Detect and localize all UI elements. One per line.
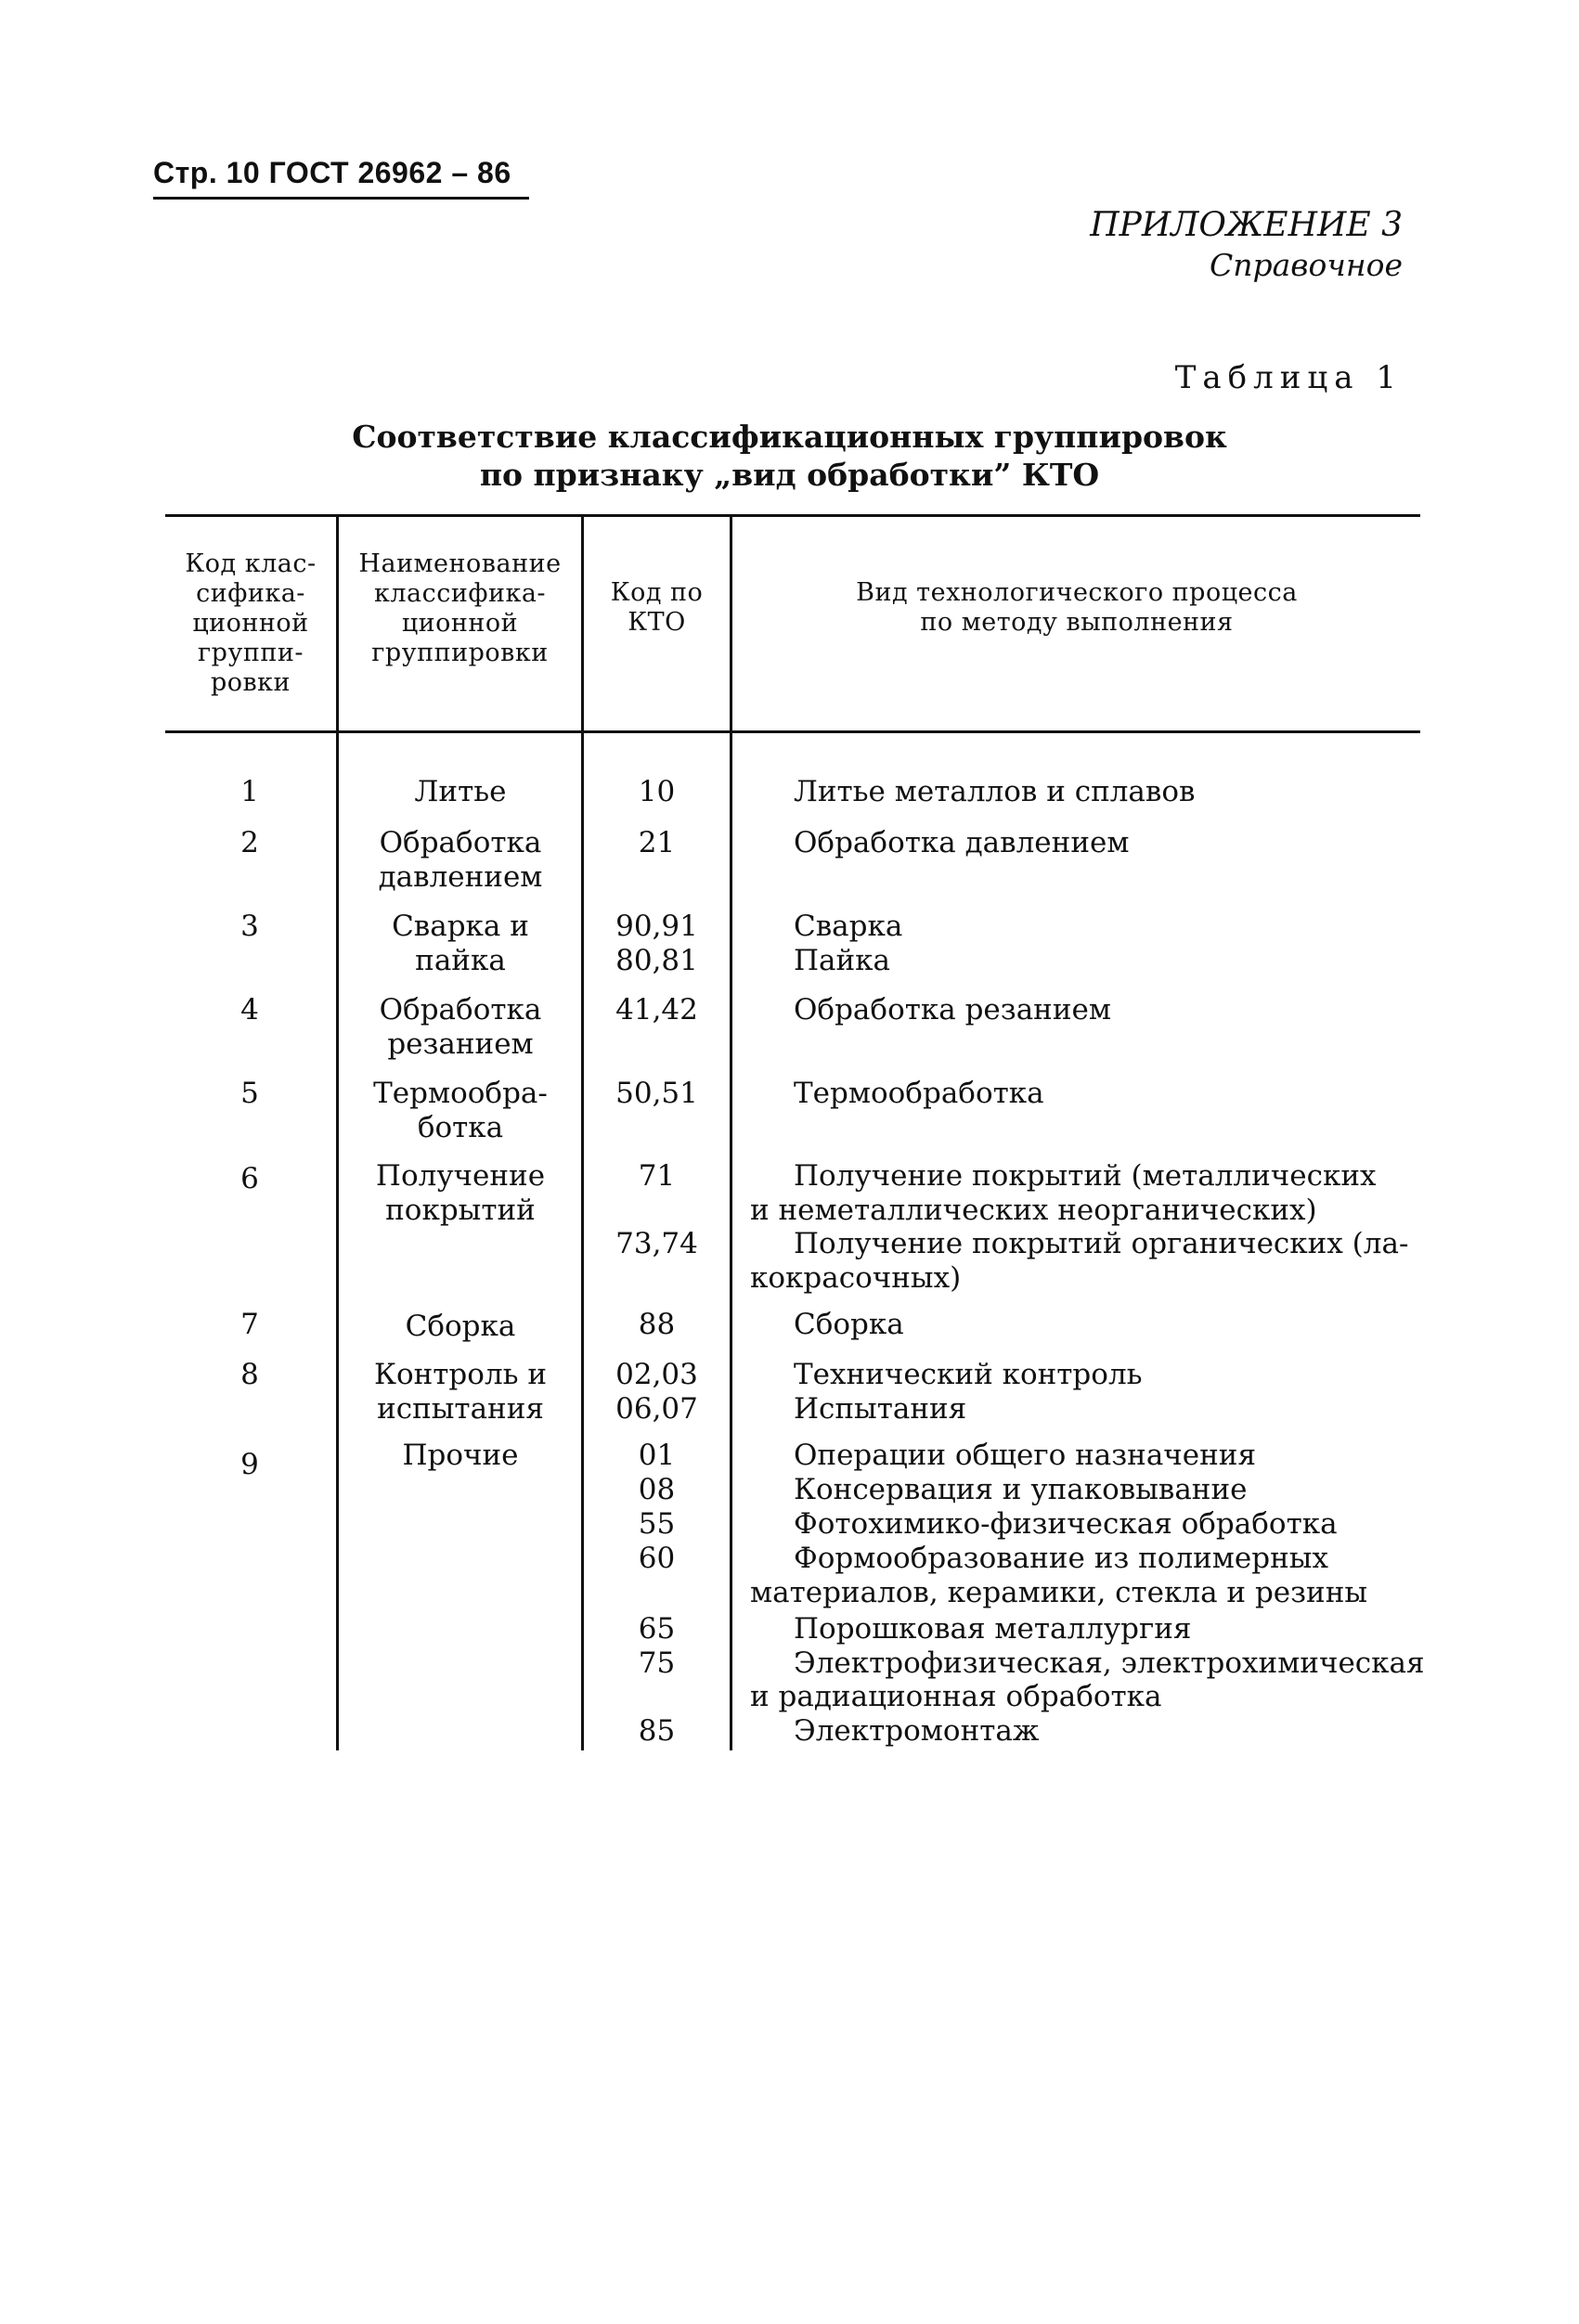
row-9-kto-2: 08 xyxy=(638,1473,676,1506)
row-6-kto-line2: 73,74 xyxy=(615,1227,698,1260)
row-9-name: Прочие xyxy=(402,1439,519,1472)
row-3-code: 3 xyxy=(240,910,259,943)
row-2-name-line1: Обработка xyxy=(379,826,542,859)
row-6-kto-line1: 71 xyxy=(638,1159,676,1193)
row-1-process: Литье металлов и сплавов xyxy=(794,775,1196,808)
row-7-kto: 88 xyxy=(638,1308,676,1341)
table-label: Таблица 1 xyxy=(1174,359,1403,396)
row-6-name-line1: Получение xyxy=(375,1159,546,1193)
row-5-name-line2: ботка xyxy=(417,1111,504,1144)
row-3-process-line1: Сварка xyxy=(794,910,903,943)
row-9-process-line2: Консервация и упаковывание xyxy=(794,1473,1248,1506)
row-2-name-line2: давлением xyxy=(378,860,543,894)
row-4-process: Обработка резанием xyxy=(794,993,1111,1026)
row-8-kto-line2: 06,07 xyxy=(615,1392,698,1426)
table-title-line1: Соответствие классификационных группировок xyxy=(352,419,1227,455)
row-9-process-line8: и радиационная обработка xyxy=(750,1680,1162,1713)
row-6-process-line3: Получение покрытий органических (ла- xyxy=(794,1227,1409,1260)
appendix-subtitle: Справочное xyxy=(1209,247,1403,283)
row-1-name: Литье xyxy=(414,775,507,808)
row-6-process-line1: Получение покрытий (металлических xyxy=(794,1159,1377,1193)
row-3-kto-line1: 90,91 xyxy=(615,910,698,943)
row-1-kto: 10 xyxy=(638,775,676,808)
header-underline xyxy=(153,197,529,200)
row-9-kto-1: 01 xyxy=(638,1439,676,1472)
row-5-code: 5 xyxy=(240,1077,259,1110)
row-6-name-line2: покрытий xyxy=(385,1194,536,1227)
row-2-process: Обработка давлением xyxy=(794,826,1130,859)
row-8-process-line2: Испытания xyxy=(794,1392,967,1426)
row-9-kto-3: 55 xyxy=(638,1507,676,1541)
table-header-rule xyxy=(165,730,1420,733)
appendix-title: ПРИЛОЖЕНИЕ 3 xyxy=(1090,206,1403,244)
row-3-name-line1: Сварка и xyxy=(392,910,529,943)
row-9-code: 9 xyxy=(240,1448,259,1481)
row-9-kto-6: 75 xyxy=(638,1646,676,1680)
row-8-process-line1: Технический контроль xyxy=(794,1358,1143,1391)
row-9-process-line5: материалов, керамики, стекла и резины xyxy=(750,1576,1368,1609)
row-3-kto-line2: 80,81 xyxy=(615,944,698,977)
row-2-kto: 21 xyxy=(638,826,676,859)
row-1-code: 1 xyxy=(240,775,259,808)
table-top-rule xyxy=(165,514,1420,517)
row-9-kto-4: 60 xyxy=(638,1542,676,1575)
column-divider-3 xyxy=(730,516,732,1750)
row-9-process-line3: Фотохимико-физическая обработка xyxy=(794,1507,1338,1541)
row-9-process-line9: Электромонтаж xyxy=(794,1714,1040,1748)
row-6-process-line2: и неметаллических неорганических) xyxy=(750,1194,1317,1227)
row-5-process: Термообработка xyxy=(794,1077,1044,1110)
row-9-kto-7: 85 xyxy=(638,1714,676,1748)
row-5-name-line1: Термообра- xyxy=(373,1077,548,1110)
row-9-process-line4: Формообразование из полимерных xyxy=(794,1542,1328,1575)
column-header-kto-code: Код по КТО xyxy=(610,578,704,637)
row-3-name-line2: пайка xyxy=(415,944,506,977)
row-9-kto-5: 65 xyxy=(638,1612,676,1646)
table-title-line2: по признаку „вид обработки” КТО xyxy=(479,457,1100,493)
row-7-process: Сборка xyxy=(794,1308,904,1341)
row-4-name-line1: Обработка xyxy=(379,993,542,1026)
row-4-kto: 41,42 xyxy=(615,993,698,1026)
row-6-code: 6 xyxy=(240,1162,259,1195)
row-9-process-line7: Электрофизическая, электрохимическая xyxy=(794,1646,1425,1680)
row-9-process-line6: Порошковая металлургия xyxy=(794,1612,1192,1646)
row-8-code: 8 xyxy=(240,1358,259,1391)
column-header-group-name: Наименование классифика- ционной группировки xyxy=(358,549,562,667)
row-2-code: 2 xyxy=(240,826,259,859)
row-3-process-line2: Пайка xyxy=(794,944,891,977)
column-header-group-code: Код клас- сифика- ционной группи- ровки xyxy=(185,549,317,697)
row-6-process-line4: кокрасочных) xyxy=(750,1261,962,1295)
row-4-code: 4 xyxy=(240,993,259,1026)
column-header-process-type: Вид технологического процесса по методу выполнения xyxy=(856,578,1298,637)
row-8-name-line1: Контроль и xyxy=(373,1358,548,1391)
row-4-name-line2: резанием xyxy=(387,1027,534,1061)
row-7-code: 7 xyxy=(240,1308,259,1341)
page-header: Стр. 10 ГОСТ 26962 – 86 xyxy=(153,156,511,189)
row-8-kto-line1: 02,03 xyxy=(615,1358,698,1391)
row-5-kto: 50,51 xyxy=(615,1077,698,1110)
row-8-name-line2: испытания xyxy=(377,1392,544,1426)
row-9-process-line1: Операции общего назначения xyxy=(794,1439,1257,1472)
row-7-name: Сборка xyxy=(405,1310,516,1343)
